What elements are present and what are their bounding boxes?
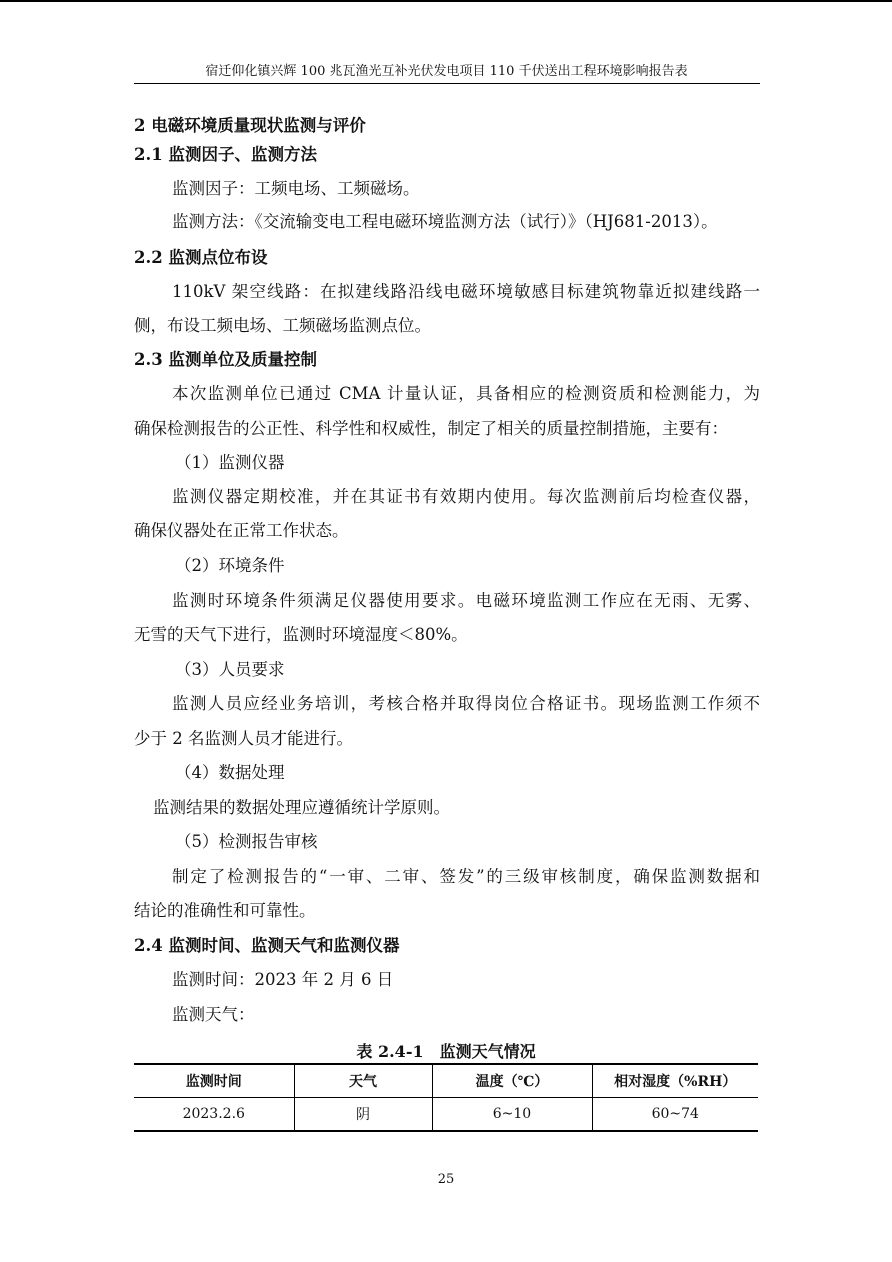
- table-caption: 表 2.4-1 监测天气情况: [356, 1042, 536, 1061]
- subsection-2-3-heading: 2.3 监测单位及质量控制: [134, 350, 317, 369]
- subsection-2-2-heading: 2.2 监测点位布设: [134, 248, 268, 267]
- qc-item-5-line-2: 结论的准确性和可靠性。: [134, 901, 316, 920]
- point-layout-line-2: 侧，布设工频电场、工频磁场监测点位。: [134, 316, 431, 335]
- header-rule: [134, 83, 760, 84]
- table-row: [134, 1098, 758, 1132]
- qc-intro-line-1: 本次监测单位已通过 CMA 计量认证，具备相应的检测资质和检测能力，为: [172, 384, 760, 403]
- column-header-time: 监测时间: [134, 1064, 294, 1098]
- cell-time: 2023.2.6: [134, 1098, 294, 1132]
- subsection-2-4-heading: 2.4 监测时间、监测天气和监测仪器: [134, 936, 400, 955]
- page-top-border: [0, 0, 892, 2]
- qc-item-4-title: （4）数据处理: [175, 763, 285, 782]
- column-header-humidity: 相对湿度（%RH）: [592, 1064, 758, 1098]
- cell-temperature: 6~10: [432, 1098, 592, 1132]
- point-layout-line-1: 110kV 架空线路：在拟建线路沿线电磁环境敏感目标建筑物靠近拟建线路一: [172, 282, 760, 301]
- qc-item-3-line-2: 少于 2 名监测人员才能进行。: [134, 729, 353, 748]
- qc-item-2-line-1: 监测时环境条件须满足仪器使用要求。电磁环境监测工作应在无雨、无雾、: [172, 591, 760, 610]
- table-header-row: [134, 1064, 758, 1098]
- cell-humidity: 60~74: [592, 1098, 758, 1132]
- column-header-weather: 天气: [294, 1064, 432, 1098]
- qc-item-1-line-2: 确保仪器处在正常工作状态。: [134, 521, 349, 540]
- qc-item-3-title: （3）人员要求: [175, 660, 285, 679]
- qc-item-2-title: （2）环境条件: [175, 556, 285, 575]
- page-number: 25: [437, 1172, 455, 1187]
- running-header: 宿迁仰化镇兴辉 100 兆瓦渔光互补光伏发电项目 110 千伏送出工程环境影响报告表: [205, 64, 688, 79]
- qc-item-4-line-1: 监测结果的数据处理应遵循统计学原则。: [153, 798, 450, 817]
- cell-weather: 阴: [294, 1098, 432, 1132]
- qc-item-1-line-1: 监测仪器定期校准，并在其证书有效期内使用。每次监测前后均检查仪器，: [172, 487, 760, 506]
- monitoring-time-text: 监测时间：2023 年 2 月 6 日: [172, 970, 394, 989]
- monitoring-factor-text: 监测因子：工频电场、工频磁场。: [172, 179, 420, 198]
- qc-item-1-title: （1）监测仪器: [175, 453, 285, 472]
- qc-intro-line-2: 确保检测报告的公正性、科学性和权威性，制定了相关的质量控制措施，主要有：: [134, 419, 728, 438]
- qc-item-3-line-1: 监测人员应经业务培训，考核合格并取得岗位合格证书。现场监测工作须不: [172, 694, 760, 713]
- monitoring-weather-label: 监测天气：: [172, 1005, 255, 1024]
- weather-table: [134, 1063, 758, 1132]
- qc-item-5-title: （5）检测报告审核: [175, 832, 318, 851]
- qc-item-5-line-1: 制定了检测报告的“一审、二审、签发”的三级审核制度，确保监测数据和: [172, 867, 760, 886]
- column-header-temperature: 温度（℃）: [432, 1064, 592, 1098]
- monitoring-method-text: 监测方法：《交流输变电工程电磁环境监测方法（试行）》（HJ681-2013）。: [172, 212, 718, 231]
- qc-item-2-line-2: 无雪的天气下进行，监测时环境湿度＜80%。: [134, 625, 468, 644]
- subsection-2-1-heading: 2.1 监测因子、监测方法: [134, 145, 317, 164]
- section-heading: 2 电磁环境质量现状监测与评价: [134, 116, 366, 135]
